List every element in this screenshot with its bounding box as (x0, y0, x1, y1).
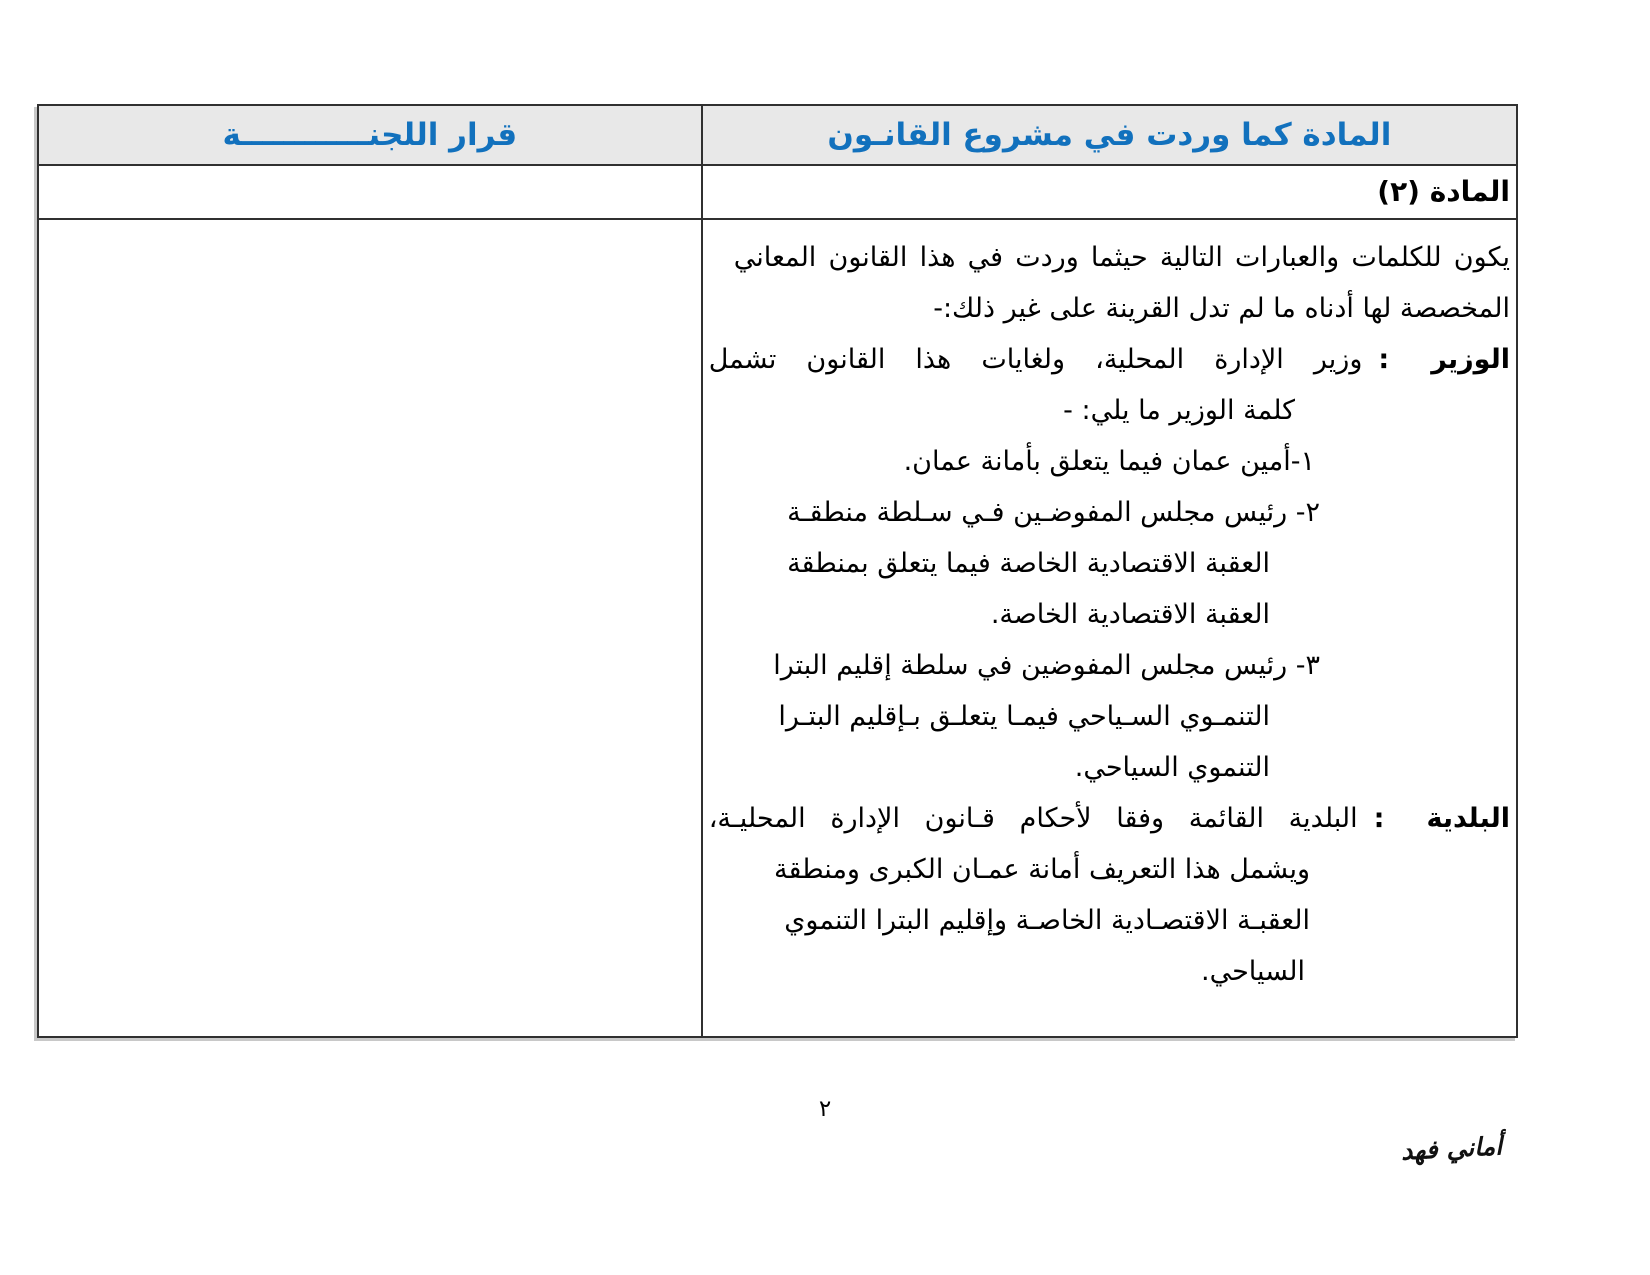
article-body-text (703, 220, 1516, 997)
municipality-def-line-3: العقبـة الاقتصـادية الخاصـة وإقليم البترا التنموي (784, 905, 1310, 936)
handwritten-signature: أماني فهد (1400, 1131, 1503, 1166)
law-comparison-table (37, 104, 1518, 1038)
table-header-row (38, 105, 1517, 165)
definition-minister (709, 334, 1510, 385)
page-number: ٢ (818, 1096, 832, 1122)
minister-term: الوزير (1431, 344, 1510, 375)
minister-item-1: ١-أمين عمان فيما يتعلق بأمانة عمان. (903, 446, 1315, 477)
article-title: المادة (٢) (1377, 175, 1510, 208)
municipality-def-line-2: ويشمل هذا التعريف أمانة عمـان الكبرى ومنطقة (774, 854, 1310, 885)
minister-item-3-line-2: التنمـوي السـياحي فيمـا يتعلـق بـإقليم البتـرا (778, 701, 1270, 732)
municipality-def-line-4: السياحي. (1201, 956, 1305, 987)
minister-item-2-line-3: العقبة الاقتصادية الخاصة. (990, 599, 1270, 630)
minister-def-line-2: كلمة الوزير ما يلي: - (1063, 395, 1295, 426)
municipality-def-line-1: البلدية القائمة وفقا لأحكام قـانون الإدارة المحليـة، (708, 803, 1358, 834)
decision-empty-cell-1 (38, 165, 702, 219)
minister-item-2-line-2: العقبة الاقتصادية الخاصة فيما يتعلق بمنطقة (787, 548, 1270, 579)
municipality-colon: : (1373, 803, 1385, 834)
article-body-cell (702, 219, 1517, 1037)
municipality-term: البلدية (1426, 803, 1510, 834)
minister-colon: : (1378, 344, 1390, 375)
article-number-row (38, 165, 1517, 219)
definition-municipality (709, 793, 1510, 844)
header-committee-decision: قرار اللجنــــــــــــة (38, 105, 702, 165)
minister-def-line-1: وزير الإدارة المحلية، ولغايات هذا القانون تشمل (708, 344, 1363, 375)
intro-line-2: المخصصة لها أدناه ما لم تدل القرينة على غير ذلك:- (933, 293, 1510, 324)
minister-item-3-line-3: التنموي السياحي. (1074, 752, 1270, 783)
header-article-as-in-draft: المادة كما وردت في مشروع القانـون (702, 105, 1517, 165)
minister-item-2-line-1: ٢- رئيس مجلس المفوضـين فـي سـلطة منطقـة (787, 497, 1320, 528)
intro-line-1: يكون للكلمات والعبارات التالية حيثما وردت في هذا القانون المعاني (733, 242, 1510, 273)
minister-item-3-line-1: ٣- رئيس مجلس المفوضين في سلطة إقليم البترا (773, 650, 1320, 681)
decision-empty-cell-2 (38, 219, 702, 1037)
article-body-row (38, 219, 1517, 1037)
article-number-cell (702, 165, 1517, 219)
